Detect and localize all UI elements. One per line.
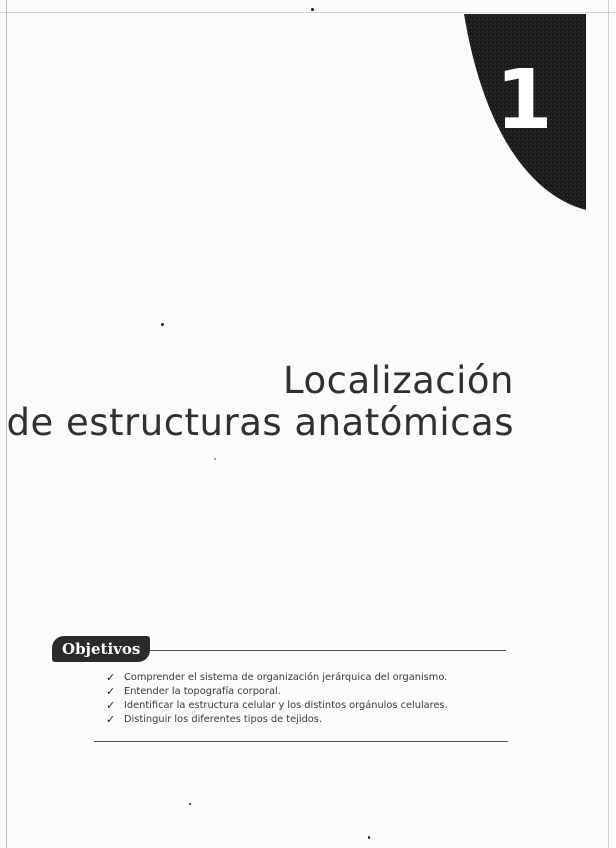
objectives-list [106, 670, 506, 726]
objective-text: Comprender el sistema de organización jerárquica del organismo. [124, 671, 448, 683]
objective-text: Entender la topografía corporal. [124, 685, 281, 697]
objective-item [106, 698, 506, 712]
objectives-bottom-rule [94, 741, 508, 742]
chapter-title-line-1: Localización [283, 359, 514, 402]
check-icon: ✓ [106, 670, 116, 684]
scan-speck [189, 803, 191, 805]
chapter-title-line-2: de estructuras anatómicas [6, 401, 514, 444]
objective-item [106, 684, 506, 698]
scan-speck [214, 458, 216, 460]
objective-item [106, 712, 506, 726]
objectives-top-rule [140, 650, 506, 651]
scan-edge-top [0, 12, 616, 13]
scan-speck [161, 323, 164, 326]
check-icon: ✓ [106, 684, 116, 698]
scan-edge-right [608, 0, 609, 848]
chapter-number: 1 [495, 53, 553, 148]
check-icon: ✓ [106, 698, 116, 712]
objectives-heading: Objetivos [52, 636, 150, 662]
scan-speck [368, 836, 370, 839]
objective-text: Distinguir los diferentes tipos de tejidos. [124, 713, 323, 725]
objective-text: Identificar la estructura celular y los distintos orgánulos celulares. [124, 699, 448, 711]
chapter-title [6, 360, 514, 444]
scan-speck [311, 8, 314, 11]
check-icon: ✓ [106, 712, 116, 726]
objective-item [106, 670, 506, 684]
